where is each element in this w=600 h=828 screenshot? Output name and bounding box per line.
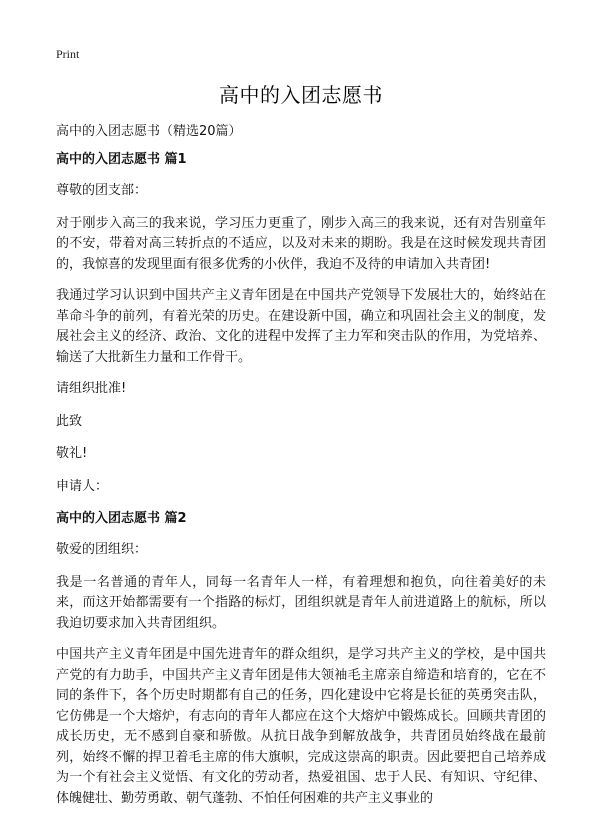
section-heading-2: 高中的入团志愿书 篇2	[56, 511, 187, 526]
section-heading-1: 高中的入团志愿书 篇1	[56, 152, 187, 167]
paragraph-1-1: 对于刚步入高三的我来说，学习压力更重了，刚步入高三的我来说，还有对告别童年的不安，带着对高三转折点的不适应，以及对未来的期盼。我是在这时候发现共青团的，我惊喜的发现里面有很多优秀的小伙伴，我迫不及待的申请加入共青团!	[56, 215, 546, 272]
request-line: 请组织批准!	[56, 381, 127, 396]
applicant-line: 申请人：	[56, 478, 109, 494]
greeting-2: 敬爱的团组织：	[56, 542, 148, 557]
print-link[interactable]: Print	[56, 47, 80, 61]
closing-line-1: 此致	[56, 413, 83, 429]
paragraph-1-2: 我通过学习认识到中国共产主义青年团是在中国共产党领导下发展壮大的，始终站在革命斗争的前列，有着光荣的历史。在建设新中国，确立和巩固社会主义的制度，发展社会主义的经济、政治、文化的进程中发挥了主力军和突击队的作用，为党培养、输送了大批新生力量和工作骨干。	[56, 288, 546, 365]
paragraph-2-2: 中国共产主义青年团是中国先进青年的群众组织，是学习共产主义的学校，是中国共产党的有力助手，中国共产主义青年团是伟大领袖毛主席亲自缔造和培育的，它在不同的条件下，各个历史时期都有自己的任务，四化建设中它将是长征的英勇突击队，它仿佛是一个大熔炉，有志向的青年人都应在这个大熔炉中锻炼成长。回顾共青团的成长历史，无不感到自豪和骄傲。从抗日战争到解放战争，共青团员始终战在最前列，始终不懈的捍卫着毛主席的伟大旗帜，完成这崇高的职责。因此要把自己培养成为一个有社会主义觉悟、有文化的劳动者，热爱祖国、忠于人民、有知识、守纪律、体魄健壮、勤劳勇敢、朝气蓬勃、不怕任何困难的共产主义事业的	[56, 647, 546, 806]
document-body	[56, 150, 546, 820]
paragraph-2-1: 我是一名普通的青年人，同每一名青年人一样，有着理想和抱负，向往着美好的未来，而这开始都需要有一个指路的标灯，团组织就是青年人前进道路上的航标，所以我迫切要求加入共青团组织。	[56, 574, 546, 631]
document-subtitle: 高中的入团志愿书（精选20篇）	[56, 124, 242, 139]
closing-line-2: 敬礼!	[56, 446, 88, 461]
document-title: 高中的入团志愿书	[219, 83, 383, 107]
greeting-1: 尊敬的团支部：	[56, 183, 148, 198]
